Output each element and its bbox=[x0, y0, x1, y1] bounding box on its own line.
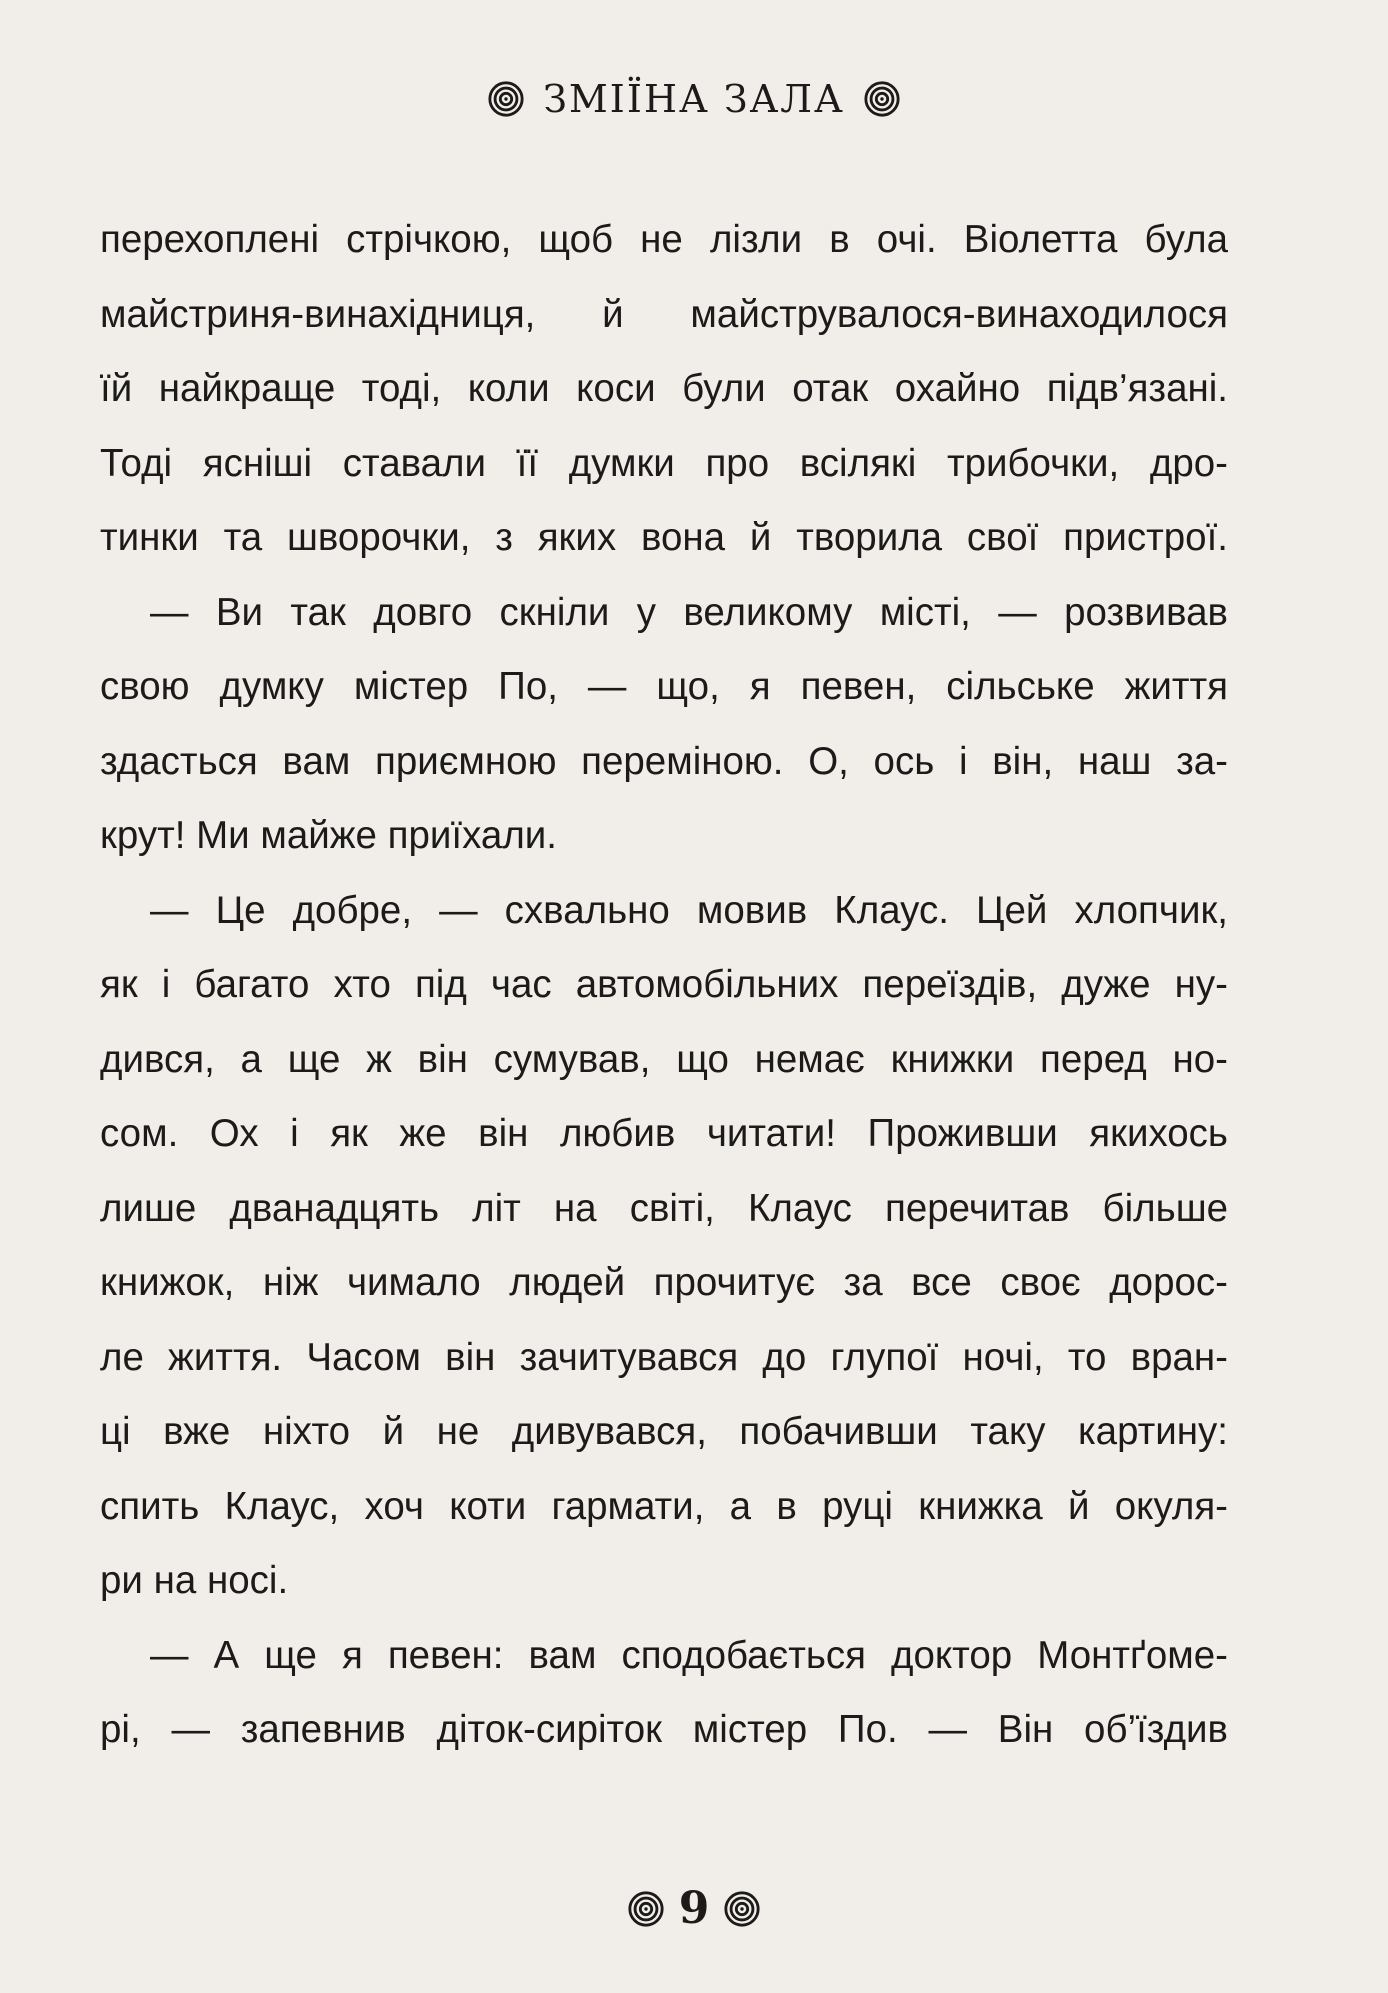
text-line: майстриня-винахідниця, й майструвалося-винаходилося bbox=[100, 292, 1228, 336]
text-line: тинки та шворочки, з яких вона й творила свої пристрої. bbox=[100, 516, 1228, 559]
spiral-right-footer-icon bbox=[723, 1890, 761, 1928]
text-line: лише дванадцять літ на світі, Клаус перечитав більше bbox=[100, 1186, 1228, 1230]
page-number: 9 bbox=[678, 1883, 710, 1934]
text-line: дився, а ще ж він сумував, що немає книжки перед но- bbox=[100, 1037, 1228, 1081]
text-line: Тоді ясніші ставали її думки про всілякі трибочки, дро- bbox=[100, 441, 1228, 485]
text-line: як і багато хто під час автомобільних переїздів, дуже ну- bbox=[100, 963, 1228, 1006]
text-line: книжок, ніж чимало людей прочитує за все своє дорос- bbox=[100, 1261, 1228, 1304]
text-line: сом. Ох і як же він любив читати! Проживши якихось bbox=[100, 1112, 1228, 1155]
text-line: свою думку містер По, — що, я певен, сільське життя bbox=[100, 665, 1228, 708]
running-header bbox=[0, 72, 1388, 126]
text-line: крут! Ми майже приїхали. bbox=[100, 814, 557, 857]
text-line: ле життя. Часом він зачитувався до глупої ночі, то вран- bbox=[100, 1335, 1228, 1379]
text-line: їй найкраще тоді, коли коси були отак охайно підв’язані. bbox=[100, 367, 1228, 410]
chapter-title: ЗМІЇНА ЗАЛА bbox=[543, 77, 845, 121]
text-line: ці вже ніхто й не дивувався, побачивши таку картину: bbox=[100, 1410, 1228, 1453]
spiral-left-icon bbox=[487, 80, 525, 118]
text-line: — А ще я певен: вам сподобається доктор Монтґоме- bbox=[150, 1633, 1228, 1677]
spiral-right-icon bbox=[863, 80, 901, 118]
text-line: здасться вам приємною переміною. О, ось і він, наш за- bbox=[100, 739, 1228, 783]
text-line: рі, — запевнив діток-сиріток містер По. — Він об’їздив bbox=[100, 1708, 1228, 1751]
body-text bbox=[100, 203, 1228, 1768]
text-line: ри на носі. bbox=[100, 1559, 289, 1602]
text-line: — Ви так довго скніли у великому місті, — розвивав bbox=[150, 590, 1228, 634]
text-line: спить Клаус, хоч коти гармати, а в руці книжка й окуля- bbox=[100, 1484, 1228, 1528]
page-footer bbox=[0, 1881, 1388, 1937]
text-line: — Це добре, — схвально мовив Клаус. Цей хлопчик, bbox=[150, 888, 1228, 932]
text-line: перехоплені стрічкою, щоб не лізли в очі. Віолетта була bbox=[100, 218, 1228, 261]
spiral-left-footer-icon bbox=[627, 1890, 665, 1928]
